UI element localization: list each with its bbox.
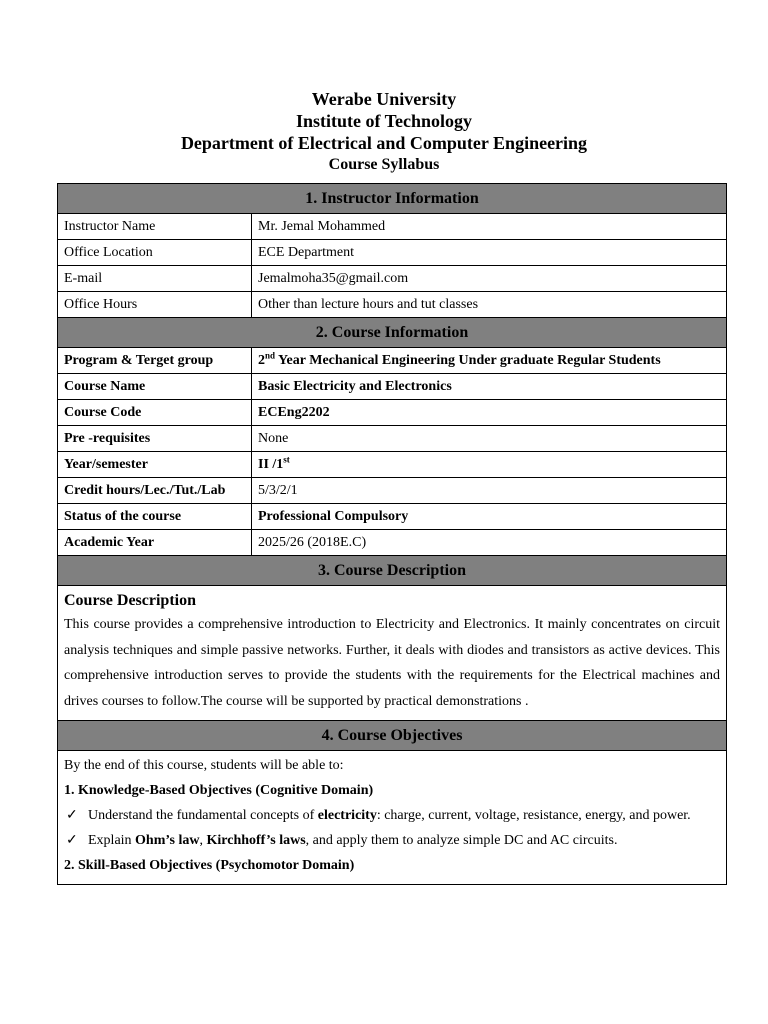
table-row: [58, 240, 727, 266]
department-name: Department of Electrical and Computer Engineering: [180, 133, 588, 153]
course-code-label: Course Code: [58, 400, 252, 426]
description-heading: Course Description: [64, 592, 196, 609]
office-hours-label: Office Hours: [58, 292, 252, 318]
prerequisites-label: Pre -requisites: [58, 426, 252, 452]
year-semester-value: II /1st: [252, 452, 727, 478]
checkmark-icon: ✓: [66, 833, 78, 848]
course-name-label: Course Name: [58, 374, 252, 400]
academic-year-value: 2025/26 (2018E.C): [252, 530, 727, 556]
table-row: [58, 504, 727, 530]
academic-year-label: Academic Year: [58, 530, 252, 556]
document-header: [0, 88, 768, 176]
instructor-section-title: 1. Instructor Information: [58, 184, 727, 214]
course-code-value: ECEng2202: [252, 400, 727, 426]
prerequisites-value: None: [252, 426, 727, 452]
section-header-row: [58, 318, 727, 348]
course-status-label: Status of the course: [58, 504, 252, 530]
table-row: [58, 348, 727, 374]
description-text: This course provides a comprehensive introduction to Electricity and Electronics. It mainly concentrates on circuit analysis techniques and simple passive networks. Further, it deals with diodes and transistors as active devices. This comprehensive introduction serves to provide the students with the requirements for the Electrical machines and drives courses to follow.The course will be supported by practical demonstrations .: [64, 617, 720, 709]
table-row: [58, 292, 727, 318]
table-row: [58, 751, 727, 885]
course-section-title: 2. Course Information: [58, 318, 727, 348]
description-cell: [58, 586, 727, 721]
knowledge-objectives-list: [64, 803, 720, 853]
university-name: Werabe University: [311, 89, 457, 109]
list-item: ✓ Understand the fundamental concepts of electricity: charge, current, voltage, resistance, energy, and power.: [64, 803, 720, 828]
credit-hours-value: 5/3/2/1: [252, 478, 727, 504]
table-row: [58, 478, 727, 504]
objectives-section-title: 4. Course Objectives: [58, 721, 727, 751]
program-value: 2nd Year Mechanical Engineering Under graduate Regular Students: [252, 348, 727, 374]
email-label: E-mail: [58, 266, 252, 292]
instructor-name-value: Mr. Jemal Mohammed: [252, 214, 727, 240]
table-row: [58, 426, 727, 452]
objectives-intro: By the end of this course, students will be able to:: [64, 758, 344, 773]
checkmark-icon: ✓: [66, 808, 78, 823]
office-location-label: Office Location: [58, 240, 252, 266]
table-row: [58, 530, 727, 556]
description-section-title: 3. Course Description: [58, 556, 727, 586]
institute-name: Institute of Technology: [295, 111, 473, 131]
year-semester-label: Year/semester: [58, 452, 252, 478]
table-row: [58, 400, 727, 426]
table-row: [58, 266, 727, 292]
syllabus-table: [57, 183, 727, 885]
credit-hours-label: Credit hours/Lec./Tut./Lab: [58, 478, 252, 504]
table-row: [58, 374, 727, 400]
table-row: [58, 586, 727, 721]
course-status-value: Professional Compulsory: [252, 504, 727, 530]
course-name-value: Basic Electricity and Electronics: [252, 374, 727, 400]
office-hours-value: Other than lecture hours and tut classes: [252, 292, 727, 318]
document-type: Course Syllabus: [328, 156, 440, 173]
knowledge-objectives-heading: 1. Knowledge-Based Objectives (Cognitive Domain): [64, 783, 374, 798]
skill-objectives-heading: 2. Skill-Based Objectives (Psychomotor Domain): [64, 858, 355, 873]
list-item: ✓ Explain Ohm’s law, Kirchhoff’s laws, and apply them to analyze simple DC and AC circuits.: [64, 828, 720, 853]
table-row: [58, 214, 727, 240]
program-label: Program & Terget group: [58, 348, 252, 374]
office-location-value: ECE Department: [252, 240, 727, 266]
objectives-cell: [58, 751, 727, 885]
section-header-row: [58, 556, 727, 586]
table-row: [58, 452, 727, 478]
section-header-row: [58, 184, 727, 214]
email-value: Jemalmoha35@gmail.com: [252, 266, 727, 292]
instructor-name-label: Instructor Name: [58, 214, 252, 240]
section-header-row: [58, 721, 727, 751]
